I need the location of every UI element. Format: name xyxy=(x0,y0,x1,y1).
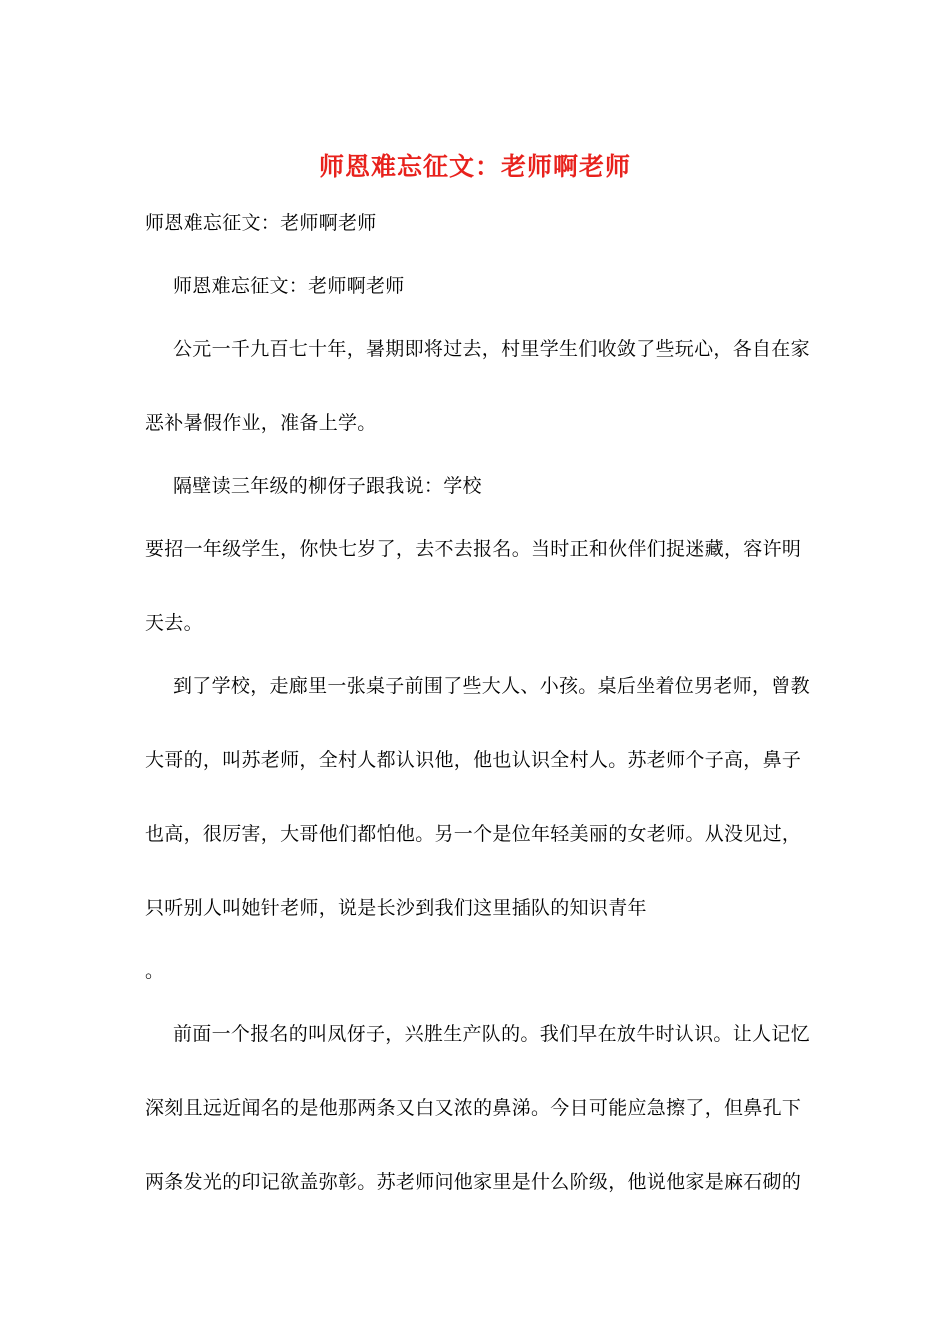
text-line: 恶补暑假作业，准备上学。 xyxy=(145,412,377,434)
text-line: 大哥的，叫苏老师，全村人都认识他，他也认识全村人。苏老师个子高，鼻子 xyxy=(145,749,802,771)
text-line: 到了学校，走廊里一张桌子前围了些大人、小孩。桌后坐着位男老师，曾教 xyxy=(173,675,810,697)
text-line: 师恩难忘征文：老师啊老师 xyxy=(173,275,405,297)
text-line: 师恩难忘征文：老师啊老师 xyxy=(145,212,377,234)
text-line: 深刻且远近闻名的是他那两条又白又浓的鼻涕。今日可能应急擦了，但鼻孔下 xyxy=(145,1097,802,1119)
text-line: 公元一千九百七十年，暑期即将过去，村里学生们收敛了些玩心，各自在家 xyxy=(173,338,810,360)
text-line: 只听别人叫她针老师，说是长沙到我们这里插队的知识青年 xyxy=(145,897,647,919)
text-line: 。 xyxy=(145,960,165,982)
text-line: 两条发光的印记欲盖弥彰。苏老师问他家里是什么阶级，他说他家是麻石砌的 xyxy=(145,1171,802,1193)
text-line: 也高，很厉害，大哥他们都怕他。另一个是位年轻美丽的女老师。从没见过， xyxy=(145,823,802,845)
text-line: 隔壁读三年级的柳伢子跟我说：学校 xyxy=(173,475,482,497)
text-line: 天去。 xyxy=(145,612,203,634)
text-line: 前面一个报名的叫凤伢子，兴胜生产队的。我们早在放牛时认识。让人记忆 xyxy=(173,1023,810,1045)
text-line: 要招一年级学生，你快七岁了，去不去报名。当时正和伙伴们捉迷藏，容许明 xyxy=(145,538,802,560)
document-title: 师恩难忘征文：老师啊老师 xyxy=(318,152,631,181)
